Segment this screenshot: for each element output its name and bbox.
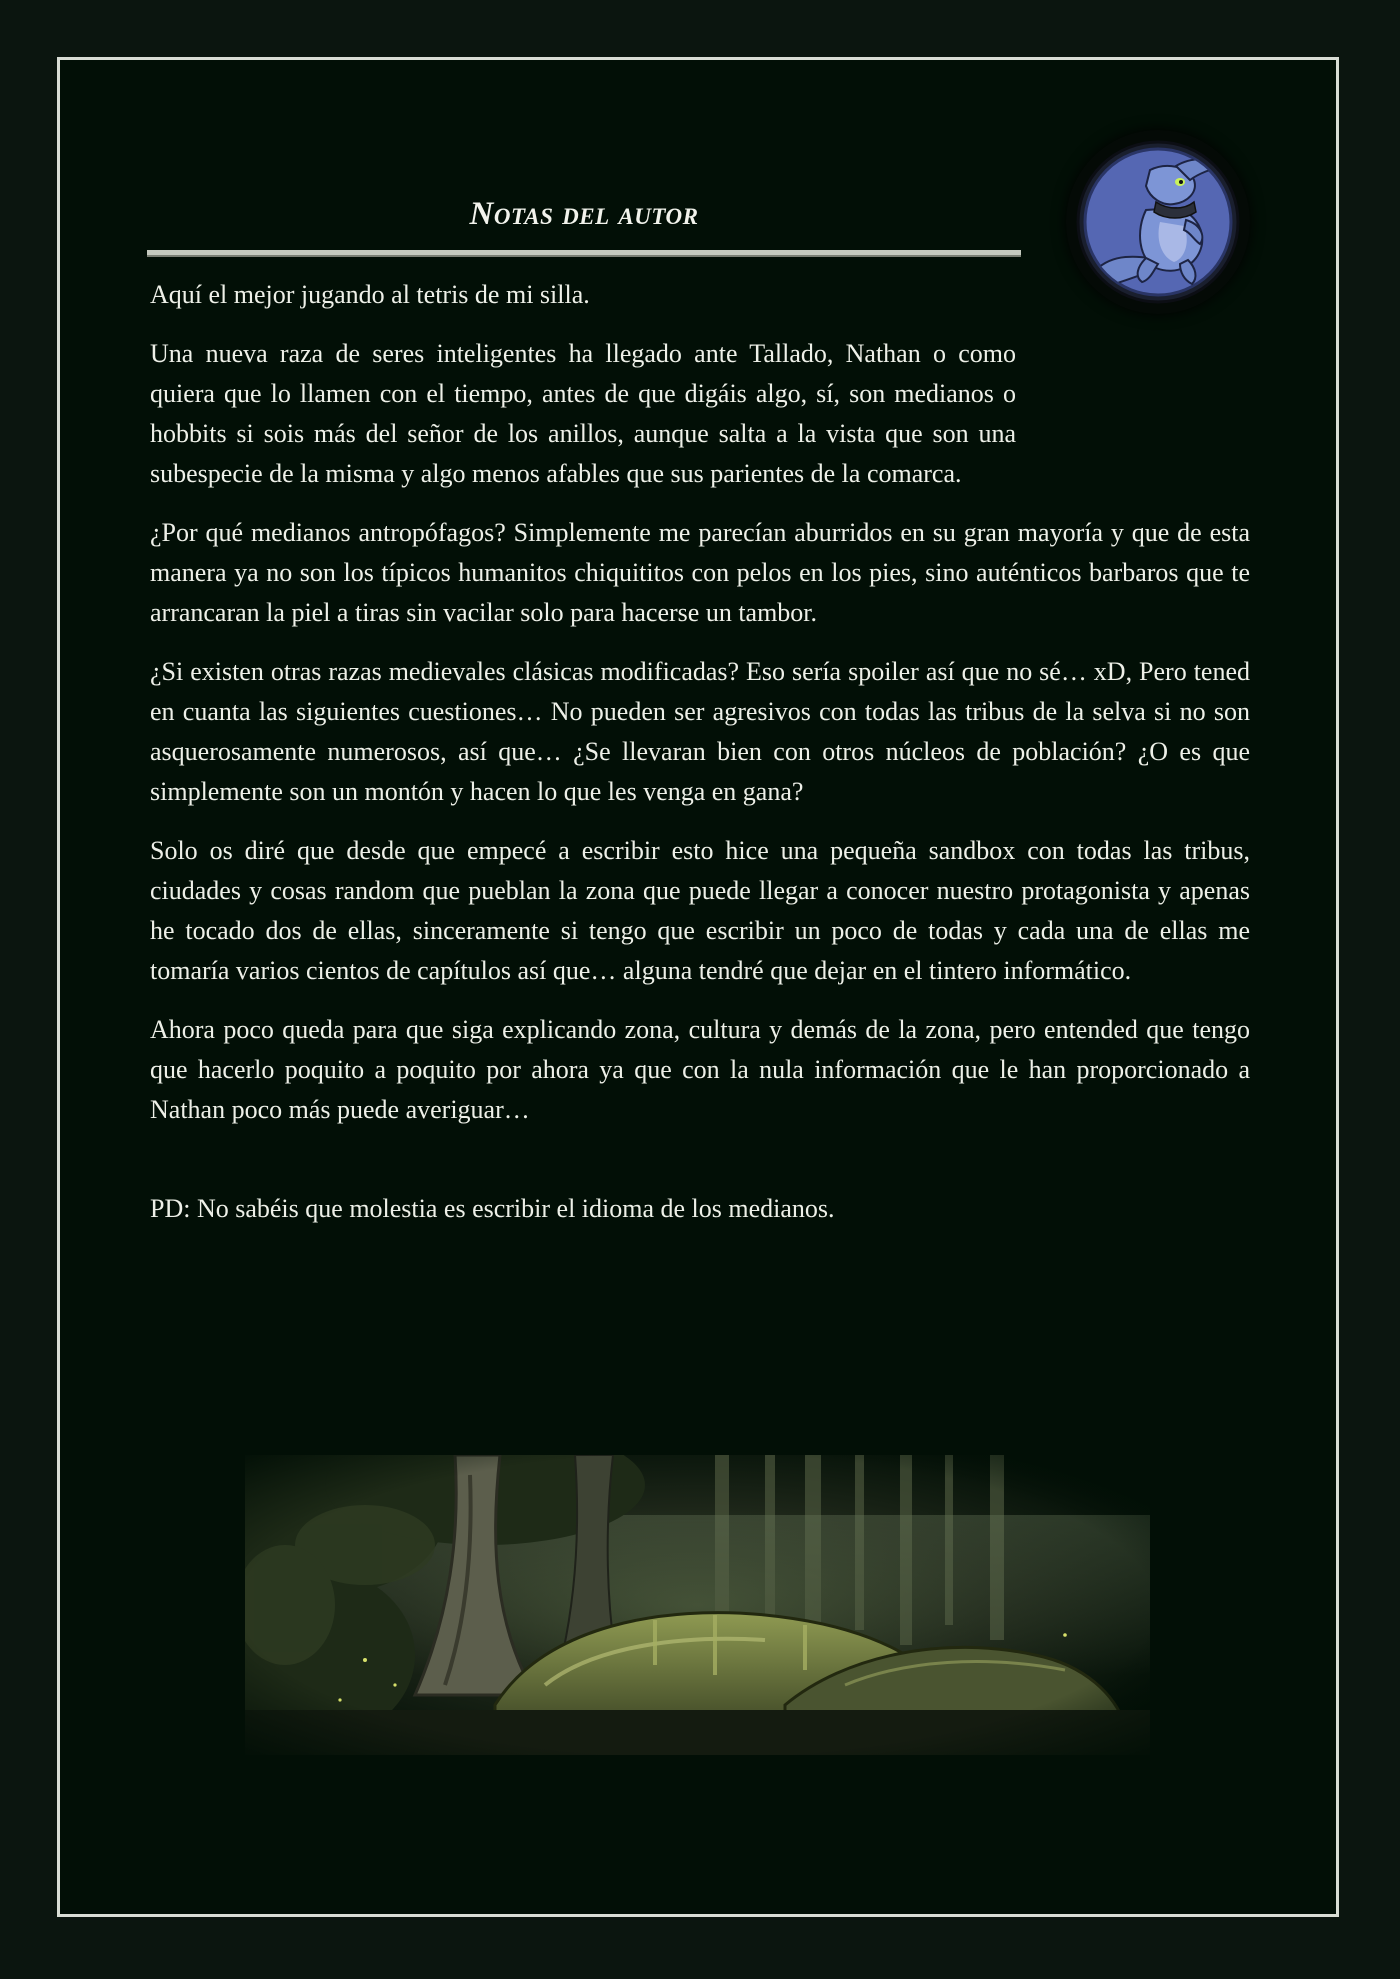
forest-illustration [245, 1455, 1150, 1755]
author-notes-text [150, 275, 1250, 1248]
jungle-forest-illustration [245, 1455, 1150, 1755]
paragraph: Aquí el mejor jugando al tetris de mi silla. [150, 280, 590, 309]
postscript: PD: No sabéis que molestia es escribir el idioma de los medianos. [150, 1194, 835, 1223]
spacer [150, 1149, 1250, 1189]
title-underline [147, 250, 1021, 257]
title-block [147, 190, 1021, 262]
paragraph: Solo os diré que desde que empecé a escribir esto hice una pequeña sandbox con todas las tribus, ciudades y cosas random que pueblan la zona que puede llegar a conocer nuestro protagonista y apenas he tocado dos de ellas, sinceramente si tengo que escribir un poco de todas y cada una de ellas me tomaría varios cientos de capítulos así que… alguna tendré que dejar en el tintero informático. [150, 836, 1250, 985]
paragraph: ¿Si existen otras razas medievales clásicas modificadas? Eso sería spoiler así que no sé… xD, Pero tened en cuanta las siguientes cuestiones… No pueden ser agresivos con todas las tribus de la selva si no son asquerosamente numerosos, así que… ¿Se llevaran bien con otros núcleos de población? ¿O es que simplemente son un montón y hacen lo que les venga en gana? [150, 657, 1250, 806]
page-title: Notas del autor [469, 196, 699, 232]
paragraph: ¿Por qué medianos antropófagos? Simplemente me parecían aburridos en su gran mayoría y que de esta manera ya no son los típicos humanitos chiquititos con pelos en los pies, sino auténticos barbaros que te arrancaran la piel a tiras sin vacilar solo para hacerse un tambor. [150, 518, 1250, 627]
paragraph: Una nueva raza de seres inteligentes ha llegado ante Tallado, Nathan o como quiera que lo llamen con el tiempo, antes de que digáis algo, sí, son medianos o hobbits si sois más del señor de los anillos, aunque salta a la vista que son una subespecie de la misma y algo menos afables que sus parientes de la comarca. [150, 339, 1016, 488]
paragraph: Ahora poco queda para que siga explicando zona, cultura y demás de la zona, pero entended que tengo que hacerlo poquito a poquito por ahora ya que con la nula información que le han proporcionado a Nathan poco más puede averiguar… [150, 1015, 1250, 1124]
